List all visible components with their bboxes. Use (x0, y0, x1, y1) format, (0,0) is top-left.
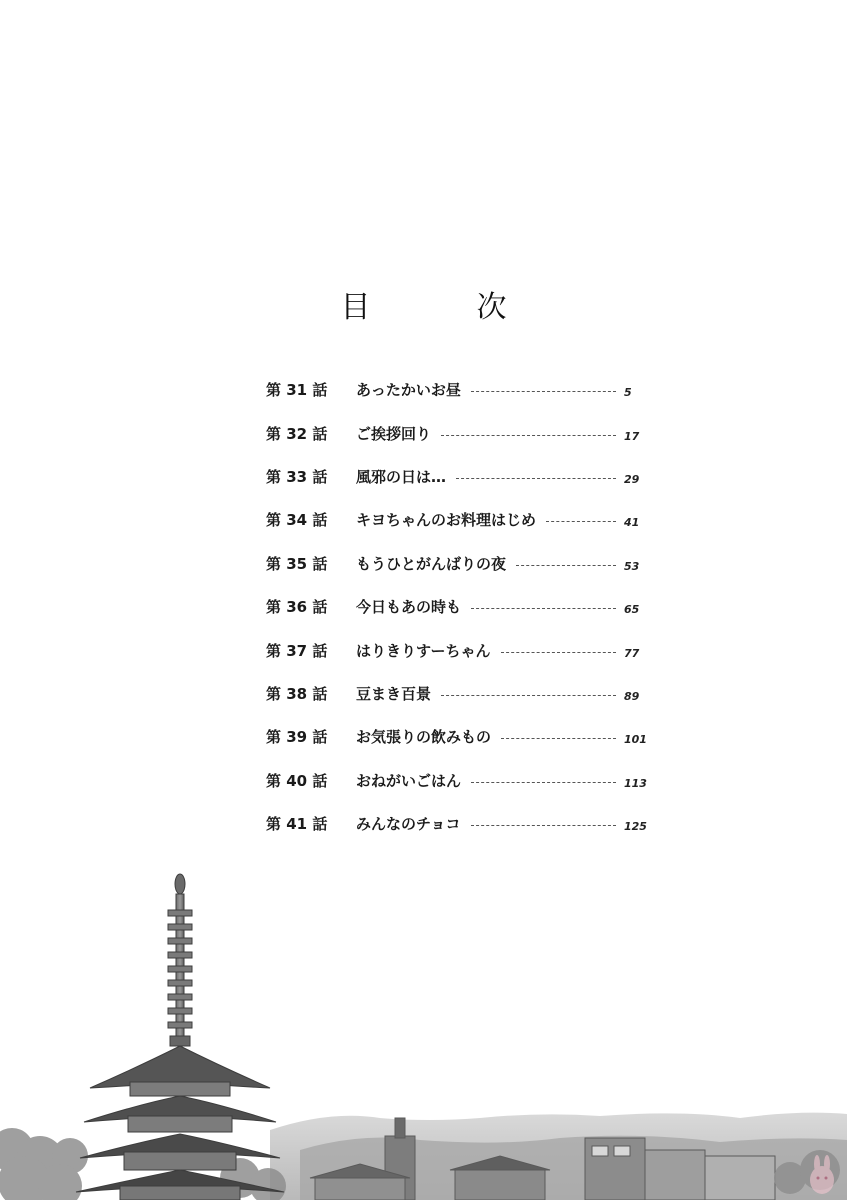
dot-leader (516, 565, 616, 566)
chapter-number: 第 41 話 (266, 815, 328, 834)
dot-leader (471, 391, 616, 392)
chapter-number: 第 37 話 (266, 641, 328, 660)
toc-entry[interactable] (266, 411, 646, 454)
toc-entry[interactable] (266, 455, 646, 498)
toc-entry[interactable] (266, 585, 646, 628)
page-number: 65 (624, 603, 640, 617)
page-number: 29 (624, 472, 640, 486)
chapter-title: キヨちゃんのお料理はじめ (356, 511, 537, 530)
page-number: 113 (624, 776, 647, 790)
toc-entry[interactable] (266, 498, 646, 541)
page-number: 53 (624, 559, 640, 573)
dot-leader (441, 695, 616, 696)
dot-leader (441, 435, 616, 436)
chapter-number: 第 36 話 (266, 598, 328, 617)
dot-leader (471, 608, 616, 609)
toc-entry[interactable] (266, 672, 646, 715)
page-number: 77 (624, 646, 640, 660)
chapter-number: 第 35 話 (266, 554, 328, 573)
chapter-title: あったかいお昼 (356, 381, 461, 400)
chapter-title: はりきりすーちゃん (356, 641, 491, 660)
page-number: 41 (624, 516, 640, 530)
chapter-title: 風邪の日は… (356, 467, 447, 486)
toc-entry[interactable] (266, 368, 646, 411)
page-number: 89 (624, 689, 640, 703)
toc-entry[interactable] (266, 715, 646, 758)
toc-list (266, 368, 646, 845)
chapter-number: 第 31 話 (266, 381, 328, 400)
pagoda (76, 874, 284, 1200)
toc-entry[interactable] (266, 628, 646, 671)
toc-entry[interactable] (266, 542, 646, 585)
dot-leader (471, 825, 616, 826)
toc-heading: 目 次 (340, 290, 545, 325)
dot-leader (501, 652, 616, 653)
toc-entry[interactable] (266, 759, 646, 802)
page-number: 17 (624, 429, 640, 443)
toc-entry[interactable] (266, 802, 646, 845)
chapter-number: 第 32 話 (266, 424, 328, 443)
chapter-number: 第 34 話 (266, 511, 328, 530)
page-number: 101 (624, 733, 647, 747)
pagoda-townscape-illustration (0, 860, 847, 1200)
chapter-title: もうひとがんばりの夜 (356, 554, 507, 573)
chapter-number: 第 33 話 (266, 467, 328, 486)
chapter-number: 第 38 話 (266, 684, 328, 703)
chapter-number: 第 39 話 (266, 728, 328, 747)
chapter-title: みんなのチョコ (356, 815, 461, 834)
chapter-title: おねがいごはん (356, 771, 462, 790)
dot-leader (546, 521, 616, 522)
page-number: 125 (624, 820, 647, 834)
chapter-title: 豆まき百景 (356, 684, 432, 703)
chapter-title: 今日もあの時も (356, 598, 462, 617)
page-number: 5 (624, 386, 632, 400)
chapter-number: 第 40 話 (266, 771, 328, 790)
chapter-title: ご挨拶回り (356, 424, 432, 443)
dot-leader (456, 478, 616, 479)
dot-leader (471, 782, 616, 783)
dot-leader (501, 738, 616, 739)
chapter-title: お気張りの飲みもの (356, 728, 492, 747)
